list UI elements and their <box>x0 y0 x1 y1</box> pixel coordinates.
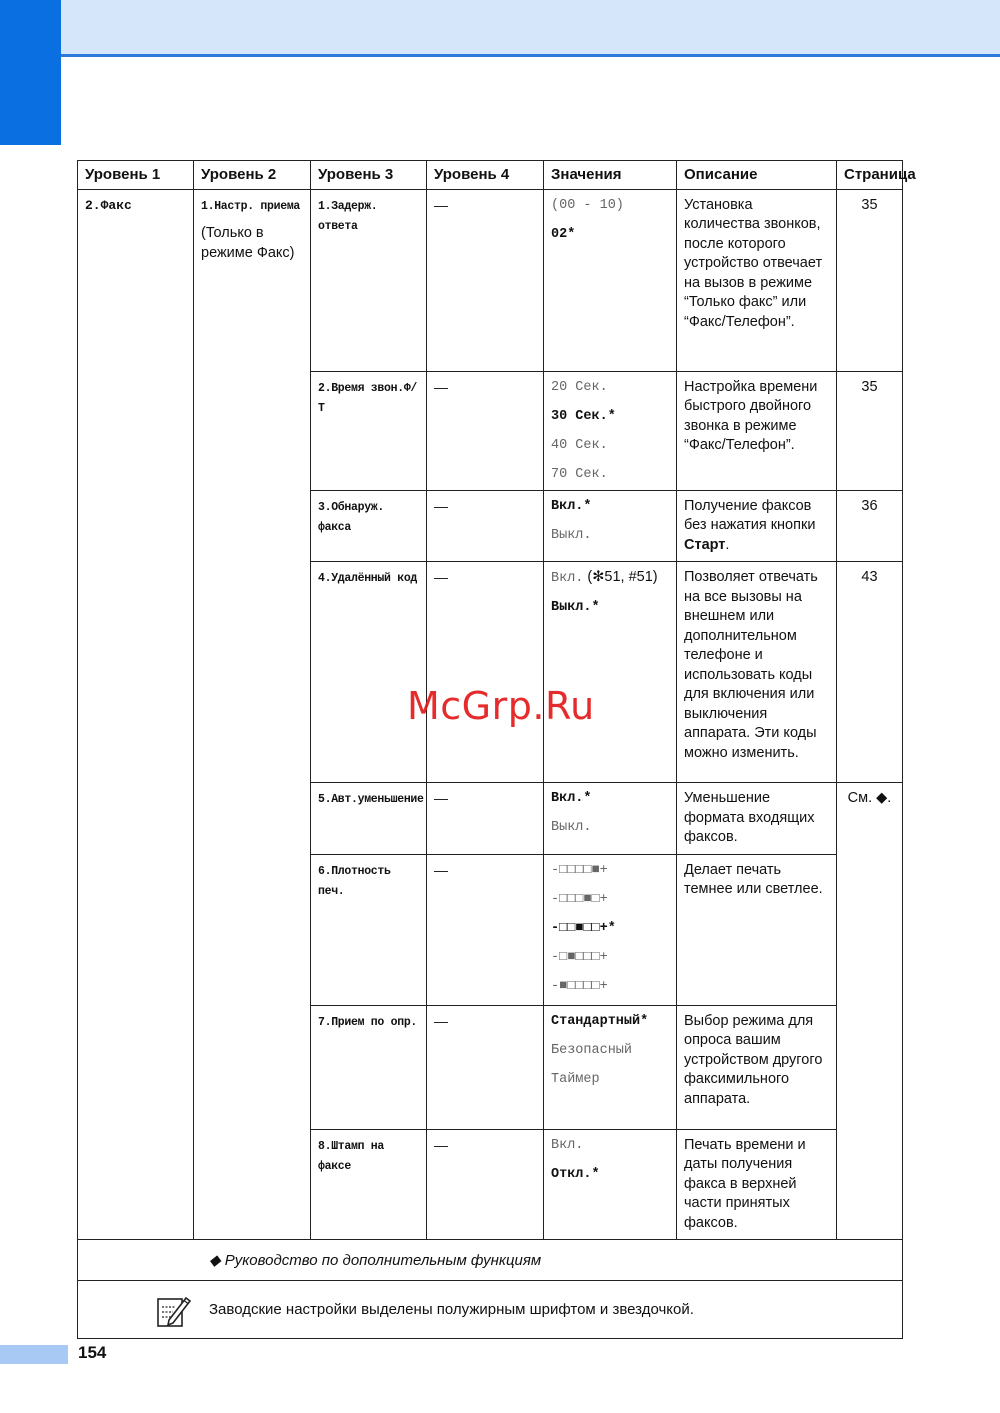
page-number: 154 <box>78 1343 107 1362</box>
page-cell: 35 <box>837 371 903 490</box>
level3-label: 6.Плотность печ. <box>318 864 391 898</box>
page-cell: 35 <box>837 189 903 371</box>
note-pencil-icon <box>155 1293 193 1329</box>
values-cell <box>544 371 677 490</box>
level4-label: — <box>434 1136 448 1153</box>
value-text: Вкл. <box>551 571 584 586</box>
footer-band <box>0 1345 68 1364</box>
level4-label: — <box>434 1012 448 1029</box>
level2-note: (Только в режиме Факс) <box>201 225 295 261</box>
reference-row <box>78 1240 903 1281</box>
level4-cell <box>427 562 544 783</box>
level4-label: — <box>434 861 448 878</box>
note-text: Заводские настройки выделены полужирным шрифтом и звездочкой. <box>209 1301 694 1318</box>
level3-label: 4.Удалённый код <box>318 572 418 585</box>
description-cell: Настройка времени быстрого двойного звонка в режиме “Факс/Телефон”. <box>677 371 837 490</box>
reference-text: ◆ Руководство по дополнительным функциям <box>209 1252 542 1269</box>
header-description: Описание <box>677 161 837 190</box>
reference-cell <box>78 1240 903 1281</box>
value-option-default: 02* <box>551 226 576 242</box>
values-cell <box>544 490 677 562</box>
value-option <box>551 568 669 588</box>
header-values: Значения <box>544 161 677 190</box>
density-option: -□□□□■+ <box>551 862 608 878</box>
header-level1: Уровень 1 <box>78 161 194 190</box>
description-cell: Печать времени и даты получения факса в верхней части принятых факсов. <box>677 1129 837 1240</box>
value-option: 20 Сек. <box>551 379 608 395</box>
level3-label: 2.Время звон.Ф/Т <box>318 381 418 415</box>
value-option: Выкл. <box>551 820 592 835</box>
start-key-label: Старт <box>684 536 726 553</box>
level3-cell <box>311 854 427 1005</box>
level4-cell <box>427 371 544 490</box>
level4-cell <box>427 783 544 855</box>
header-rule <box>60 54 1000 57</box>
chapter-tab <box>0 0 61 145</box>
value-option-default: Вкл.* <box>551 791 592 806</box>
level4-cell <box>427 1005 544 1129</box>
level3-cell <box>311 490 427 562</box>
header-level4: Уровень 4 <box>427 161 544 190</box>
value-extra: (✻51, #51) <box>583 569 658 585</box>
level4-cell <box>427 854 544 1005</box>
level3-label: 1.Задерж. ответа <box>318 199 378 233</box>
description-text: Получение факсов без нажатия кнопки <box>684 497 816 533</box>
value-option-default: Выкл.* <box>551 600 600 615</box>
values-cell <box>544 854 677 1005</box>
value-option: 40 Сек. <box>551 437 608 453</box>
value-option: Выкл. <box>551 527 592 543</box>
table-header-row <box>78 161 903 190</box>
values-cell <box>544 783 677 855</box>
value-option-default: Стандартный* <box>551 1013 649 1029</box>
description-cell <box>677 490 837 562</box>
value-option-default: 30 Сек.* <box>551 408 616 424</box>
level4-cell <box>427 1129 544 1240</box>
density-option: -□■□□□+ <box>551 949 608 965</box>
description-cell: Позволяет отвечать на все вызовы на внешнем или дополнительном телефоне и использовать коды для включения или выключения аппарата. Эти коды можно изменить. <box>677 562 837 783</box>
value-option: Таймер <box>551 1071 600 1087</box>
density-option: -□□□■□+ <box>551 891 608 907</box>
value-option-default: Откл.* <box>551 1166 600 1182</box>
header-level3: Уровень 3 <box>311 161 427 190</box>
description-cell: Установка количества звонков, после которого устройство отвечает на вызов в режиме “Только факс” или “Факс/Телефон”. <box>677 189 837 371</box>
description-cell: Выбор режима для опроса вашим устройством другого факсимильного аппарата. <box>677 1005 837 1129</box>
level3-cell <box>311 189 427 371</box>
page-cell: См. ◆. <box>837 783 903 1240</box>
level3-cell <box>311 1129 427 1240</box>
level3-cell <box>311 1005 427 1129</box>
level3-cell <box>311 371 427 490</box>
values-cell <box>544 189 677 371</box>
level3-label: 8.Штамп на факсе <box>318 1139 385 1173</box>
page-cell: 43 <box>837 562 903 783</box>
value-option-default: Вкл.* <box>551 498 592 514</box>
description-tail: . <box>725 536 730 553</box>
level4-label: — <box>434 497 448 514</box>
level1-cell <box>78 189 194 1240</box>
value-option: Вкл. <box>551 1137 584 1153</box>
level2-label: 1.Настр. приема <box>201 199 301 213</box>
level4-cell <box>427 189 544 371</box>
level4-cell <box>427 490 544 562</box>
values-cell <box>544 1005 677 1129</box>
note-row <box>78 1281 903 1339</box>
level3-cell <box>311 783 427 855</box>
values-cell <box>544 562 677 783</box>
level2-cell <box>194 189 311 1240</box>
value-option: 70 Сек. <box>551 466 608 482</box>
description-cell: Уменьшение формата входящих факсов. <box>677 783 837 855</box>
menu-table <box>77 160 916 1339</box>
level4-label: — <box>434 196 448 213</box>
density-option: -■□□□□+ <box>551 978 608 994</box>
level1-label: 2.Факс <box>85 197 132 213</box>
level4-label: — <box>434 790 448 806</box>
table-row <box>78 189 903 371</box>
value-option: Безопасный <box>551 1042 633 1058</box>
level4-label: — <box>434 378 448 395</box>
density-option-default: -□□■□□+* <box>551 920 616 936</box>
watermark: McGrp.Ru <box>407 684 595 728</box>
level3-label: 3.Обнаруж. факса <box>318 500 385 534</box>
level3-label: 5.Авт.уменьшение <box>318 793 424 806</box>
level3-label: 7.Прием по опр. <box>318 1015 418 1029</box>
level3-cell <box>311 562 427 783</box>
header-band <box>0 0 1000 56</box>
value-option: (00 - 10) <box>551 197 624 213</box>
header-level2: Уровень 2 <box>194 161 311 190</box>
values-cell <box>544 1129 677 1240</box>
note-cell <box>78 1281 903 1339</box>
header-page: Страница <box>837 161 903 190</box>
level4-label: — <box>434 569 448 585</box>
page-cell: 36 <box>837 490 903 562</box>
description-cell: Делает печать темнее или светлее. <box>677 854 837 1005</box>
